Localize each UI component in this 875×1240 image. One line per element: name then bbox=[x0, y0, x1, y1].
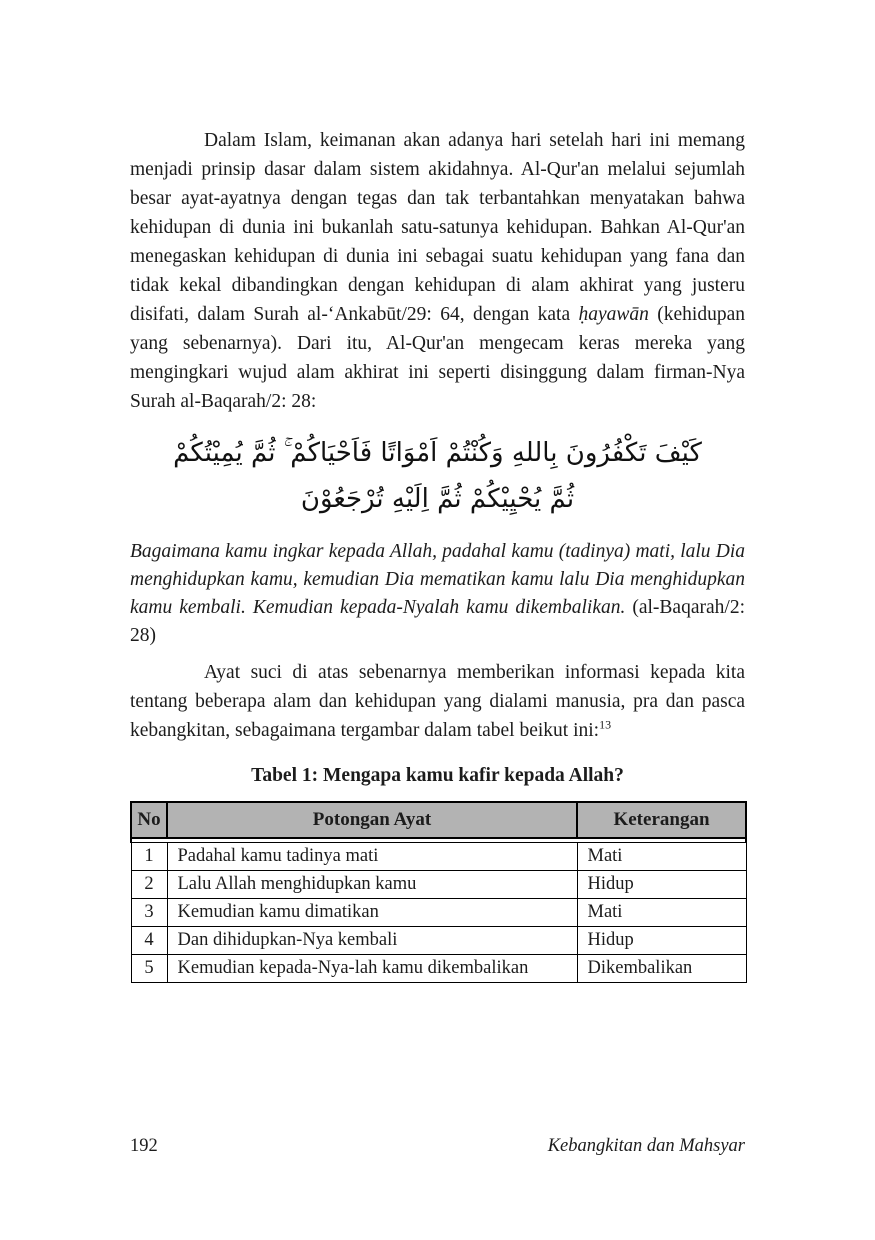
table-header-no: No bbox=[131, 802, 167, 838]
cell-potongan-ayat: Padahal kamu tadinya mati bbox=[167, 842, 577, 870]
arabic-verse bbox=[130, 430, 745, 522]
cell-potongan-ayat: Kemudian kepada-Nya-lah kamu dikembalikan bbox=[167, 954, 577, 982]
paragraph-intro-text-1: Dalam Islam, keimanan akan adanya hari setelah hari ini memang menjadi prinsip dasar dalam sistem akidahnya. Al-Qur'an melalui sejumlah besar ayat-ayatnya dengan tegas dan tak terbantahkan menyatakan bahwa kehidupan di dunia ini bukanlah satu-satunya kehidupan. Bahkan Al-Qur'an menegaskan kehidupan di dunia ini sebagai suatu kehidupan yang fana dan tidak kekal dibandingkan dengan kehidupan di alam akhirat yang justeru disifati, dalam Surah al-‘Ankabūt/29: 64, dengan kata bbox=[130, 130, 745, 325]
cell-potongan-ayat: Dan dihidupkan-Nya kembali bbox=[167, 926, 577, 954]
italic-term-hayawan: ḥayawān bbox=[578, 304, 649, 325]
translation-text: Bagaimana kamu ingkar kepada Allah, padahal kamu (tadinya) mati, lalu Dia menghidupkan kamu, kemudian Dia mematikan kamu lalu Dia menghidupkan kamu kembali. Kemudian kepada-Nyalah kamu dikembalikan. bbox=[130, 541, 745, 618]
running-title: Kebangkitan dan Mahsyar bbox=[547, 1136, 745, 1156]
page-footer bbox=[130, 1136, 745, 1157]
cell-potongan-ayat: Lalu Allah menghidupkan kamu bbox=[167, 870, 577, 898]
paragraph-intro bbox=[130, 126, 745, 416]
verse-translation bbox=[130, 538, 745, 650]
table-row bbox=[131, 870, 746, 898]
paragraph-explanation-text: Ayat suci di atas sebenarnya memberikan informasi kepada kita tentang beberapa alam dan kehidupan yang dialami manusia, pra dan pasca kebangkitan, sebagaimana tergambar dalam tabel beikut ini: bbox=[130, 662, 745, 741]
table-header-row bbox=[131, 802, 746, 838]
arabic-verse-line-2: ثُمَّ يُحْيِيْكُمْ ثُمَّ اِلَيْهِ تُرْجَعُوْنَ bbox=[300, 484, 575, 514]
table-row bbox=[131, 842, 746, 870]
table-row bbox=[131, 926, 746, 954]
table-header-keterangan: Keterangan bbox=[577, 802, 746, 838]
translation-reference: (al-Baqarah/2: 28) bbox=[130, 597, 745, 646]
table-row bbox=[131, 898, 746, 926]
cell-no: 5 bbox=[131, 954, 167, 982]
footnote-marker: 13 bbox=[599, 717, 612, 732]
cell-no: 3 bbox=[131, 898, 167, 926]
cell-keterangan: Hidup bbox=[577, 926, 746, 954]
cell-no: 1 bbox=[131, 842, 167, 870]
page-number: 192 bbox=[130, 1136, 158, 1156]
table-row bbox=[131, 954, 746, 982]
table-title: Tabel 1: Mengapa kamu kafir kepada Allah? bbox=[251, 765, 624, 786]
cell-potongan-ayat: Kemudian kamu dimatikan bbox=[167, 898, 577, 926]
paragraph-intro-text-2: (kehidupan yang sebenarnya). Dari itu, Al-Qur'an mengecam keras mereka yang mengingkari wujud alam akhirat ini seperti disinggung dalam firman-Nya Surah al-Baqarah/2: 28: bbox=[130, 304, 745, 412]
cell-no: 2 bbox=[131, 870, 167, 898]
table-1 bbox=[130, 801, 747, 983]
cell-no: 4 bbox=[131, 926, 167, 954]
paragraph-explanation bbox=[130, 658, 745, 745]
cell-keterangan: Mati bbox=[577, 898, 746, 926]
table-header-potongan-ayat: Potongan Ayat bbox=[167, 802, 577, 838]
cell-keterangan: Mati bbox=[577, 842, 746, 870]
cell-keterangan: Hidup bbox=[577, 870, 746, 898]
cell-keterangan: Dikembalikan bbox=[577, 954, 746, 982]
arabic-verse-line-1: كَيْفَ تَكْفُرُونَ بِاللهِ وَكُنْتُمْ اَمْوَاتًا فَاَحْيَاكُمْ ۚ ثُمَّ يُمِيْتُكُمْ bbox=[173, 438, 702, 468]
